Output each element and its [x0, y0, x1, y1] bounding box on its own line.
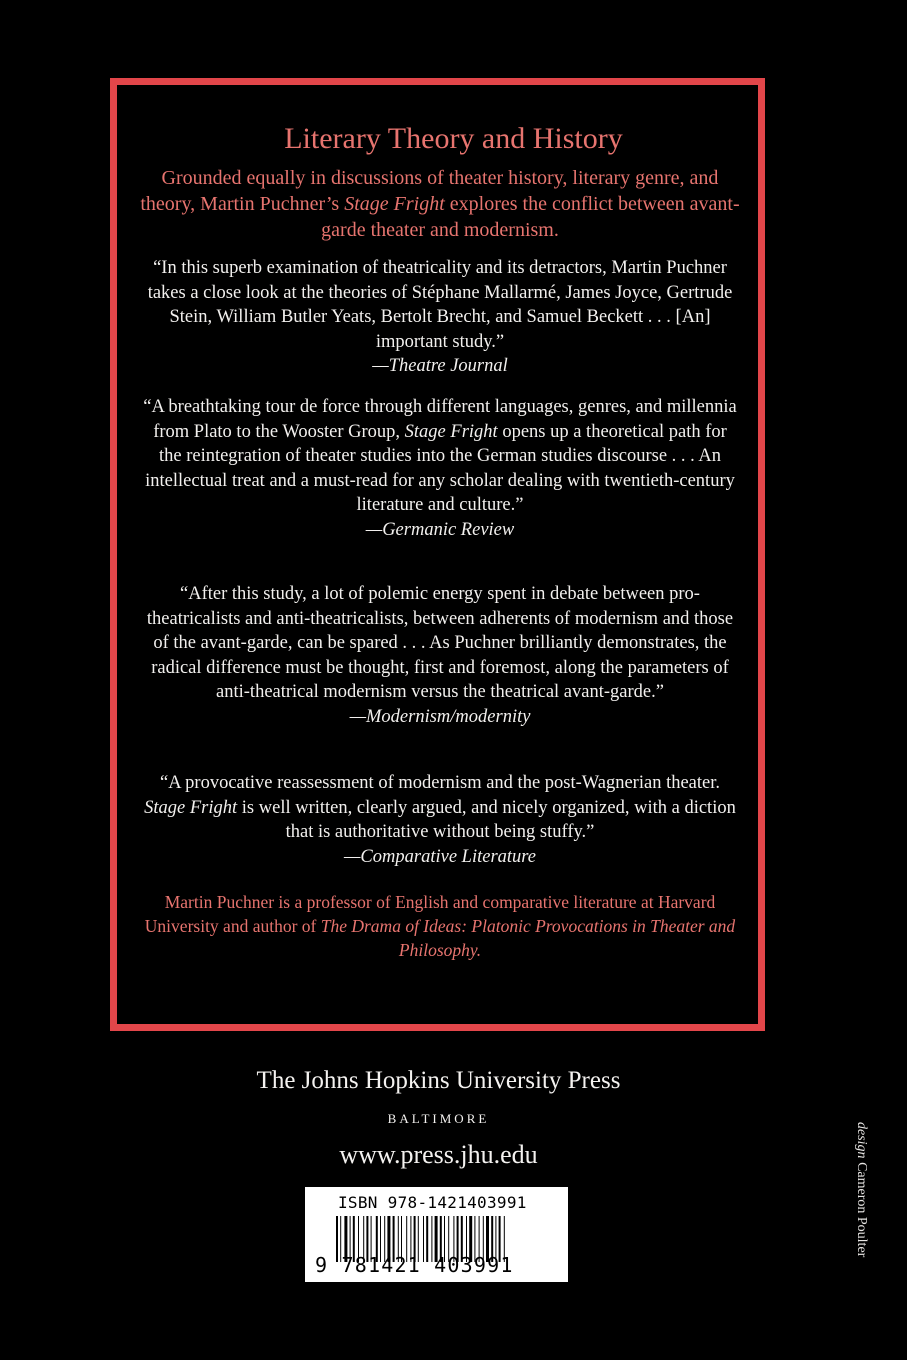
- quote-text: “After this study, a lot of polemic energy spent in debate between pro-theatricalists and anti-theatricalists, between adherents of modernism and those of the avant-garde, can be spared . . . As Puchner brilliantly demonstrates, the radical difference must be thought, first and foremost, along the parameters of anti-theatrical modernism versus the theatrical avant-garde.”: [146, 584, 734, 702]
- quote-book-title: Stage Fright: [404, 421, 498, 442]
- blurb-book-title: Stage Fright: [344, 193, 445, 215]
- blurb-text-end: explores the conflict between avant-garde theater and modernism.: [321, 193, 740, 241]
- review-quote-2: [140, 395, 740, 542]
- quote-text: “In this superb examination of theatricality and its detractors, Martin Puchner takes a close look at the theories of Stéphane Mallarmé, James Joyce, Gertrude Stein, William Butler Yeats, Bertolt Brecht, and Samuel Beckett . . . [An] important study.”: [147, 258, 733, 352]
- quote-source: —Comparative Literature: [343, 846, 537, 867]
- review-quote-3: [140, 582, 740, 729]
- quote-text: “A provocative reassessment of modernism and the post-Wagnerian theater.: [159, 773, 720, 793]
- isbn-label: ISBN 978-1421403991: [338, 1193, 527, 1212]
- blurb-text-start: Grounded equally in discussions of theater history, literary genre, and theory, Martin Puchner’s: [140, 167, 719, 215]
- isbn-barcode: [305, 1187, 568, 1282]
- bio-book-title: The Drama of Ideas: Platonic Provocations in Theater and Philosophy.: [320, 916, 736, 960]
- quote-text-end: is well written, clearly argued, and nicely organized, with a diction that is authoritative without being stuffy.”: [237, 797, 736, 842]
- publisher-name: The Johns Hopkins University Press: [256, 1067, 621, 1094]
- review-quote-1: [140, 256, 740, 379]
- book-blurb: [140, 165, 740, 243]
- quote-source: —Germanic Review: [365, 519, 515, 540]
- design-credit: [850, 1122, 870, 1282]
- bio-text: Martin Puchner is a professor of English and comparative literature at Harvard University and author of: [144, 892, 716, 936]
- author-bio: [140, 890, 740, 962]
- credit-name: Cameron Poulter: [854, 1162, 869, 1258]
- ean-digits: 9 781421 403991: [315, 1253, 514, 1277]
- quote-source: —Theatre Journal: [372, 356, 508, 376]
- section-label: Literary Theory and History: [284, 122, 623, 155]
- quote-book-title: Stage Fright: [144, 797, 238, 818]
- quote-text-end: opens up a theoretical path for the reintegration of theater studies into the German studies discourse . . . An intellectual treat and a must-read for any scholar dealing with twentieth-century literature and culture.”: [145, 421, 735, 515]
- publisher-url[interactable]: www.press.jhu.edu: [339, 1140, 538, 1169]
- quote-source: —Modernism/modernity: [349, 706, 531, 727]
- review-quote-4: [140, 771, 740, 869]
- quote-text: “A breathtaking tour de force through different languages, genres, and millennia from Plato to the Wooster Group,: [143, 397, 737, 442]
- credit-prefix: design: [854, 1122, 869, 1159]
- publisher-city: BALTIMORE: [387, 1111, 490, 1126]
